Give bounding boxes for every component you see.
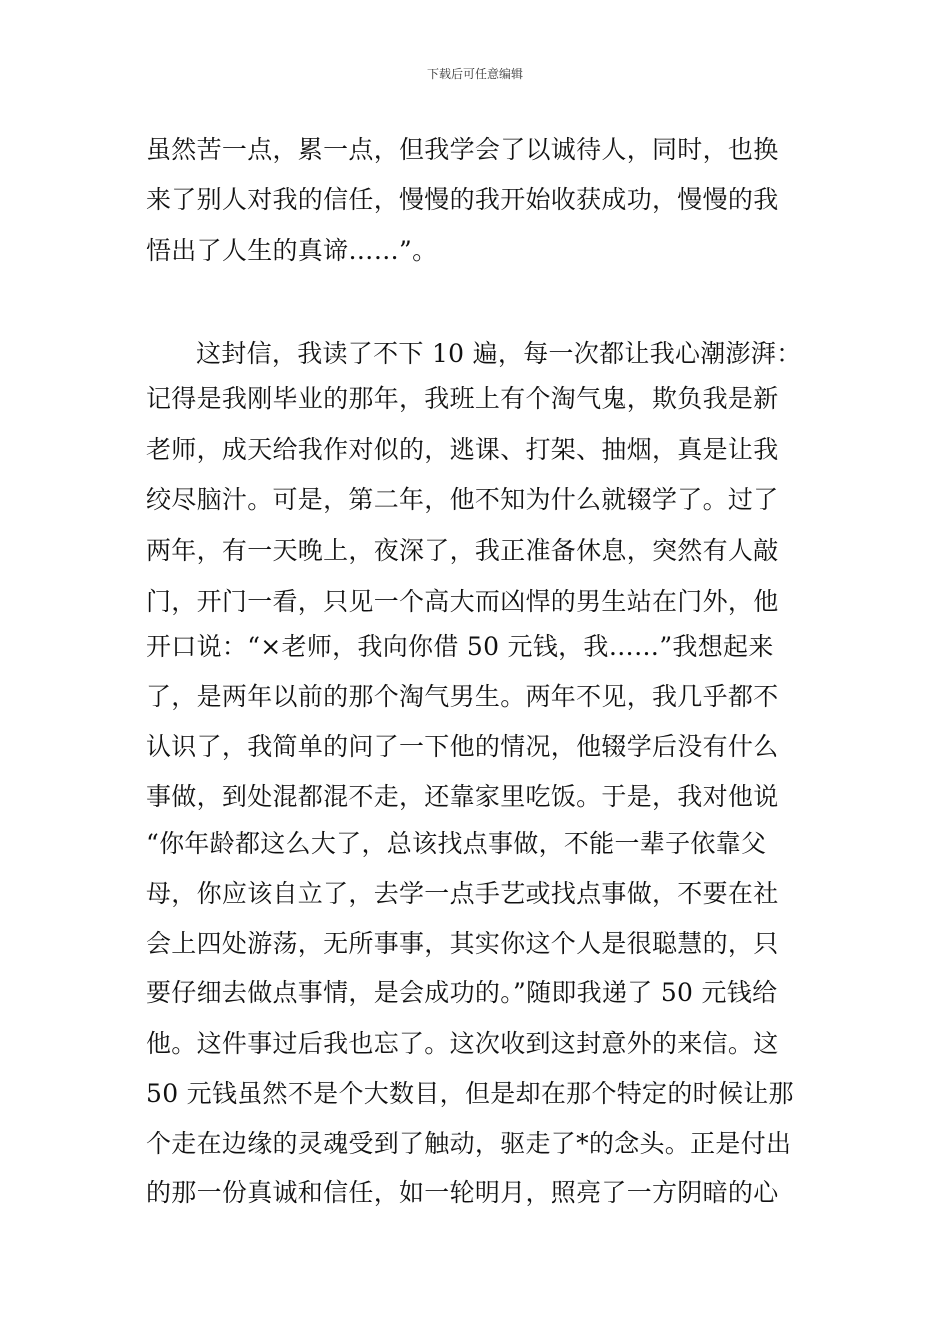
text-line: 他。这件事过后我也忘了。这次收到这封意外的来信。这 — [146, 1029, 779, 1058]
text-line: 两年，有一天晚上，夜深了，我正准备休息，突然有人敲 — [146, 536, 779, 565]
text-line: 老师，成天给我作对似的，逃课、打架、抽烟，真是让我 — [146, 435, 779, 464]
text-line: 事做，到处混都混不走，还靠家里吃饭。于是，我对他说 — [146, 782, 779, 811]
text-line: 这封信，我读了不下 10 遍，每一次都让我心潮澎湃： — [196, 339, 802, 368]
text-line: 来了别人对我的信任，慢慢的我开始收获成功，慢慢的我 — [146, 185, 779, 214]
text-line: 的那一份真诚和信任，如一轮明月，照亮了一方阴暗的心 — [146, 1178, 779, 1207]
text-line: 会上四处游荡，无所事事，其实你这个人是很聪慧的，只 — [146, 929, 779, 958]
text-line: 绞尽脑汁。可是，第二年，他不知为什么就辍学了。过了 — [146, 485, 779, 514]
text-line: 门，开门一看，只见一个高大而凶悍的男生站在门外，他 — [146, 587, 779, 616]
text-line: 悟出了人生的真谛……”。 — [146, 236, 438, 265]
text-line: 认识了，我简单的问了一下他的情况，他辍学后没有什么 — [146, 732, 779, 761]
text-line: 虽然苦一点，累一点，但我学会了以诚待人，同时，也换 — [146, 135, 779, 164]
text-line: 了，是两年以前的那个淘气男生。两年不见，我几乎都不 — [146, 682, 779, 711]
text-line: 母，你应该自立了，去学一点手艺或找点事做，不要在社 — [146, 879, 779, 908]
text-line: 要仔细去做点事情，是会成功的。”随即我递了 50 元钱给 — [146, 978, 778, 1007]
text-line: 记得是我刚毕业的那年，我班上有个淘气鬼，欺负我是新 — [146, 384, 779, 413]
text-line: 50 元钱虽然不是个大数目，但是却在那个特定的时候让那 — [146, 1079, 794, 1108]
text-line: 个走在边缘的灵魂受到了触动，驱走了*的念头。正是付出 — [146, 1129, 792, 1158]
text-line: “你年龄都这么大了，总该找点事做，不能一辈子依靠父 — [146, 829, 767, 858]
text-line: 开口说：“×老师，我向你借 50 元钱，我……”我想起来 — [146, 632, 774, 661]
page-header: 下载后可任意编辑 — [426, 67, 523, 81]
